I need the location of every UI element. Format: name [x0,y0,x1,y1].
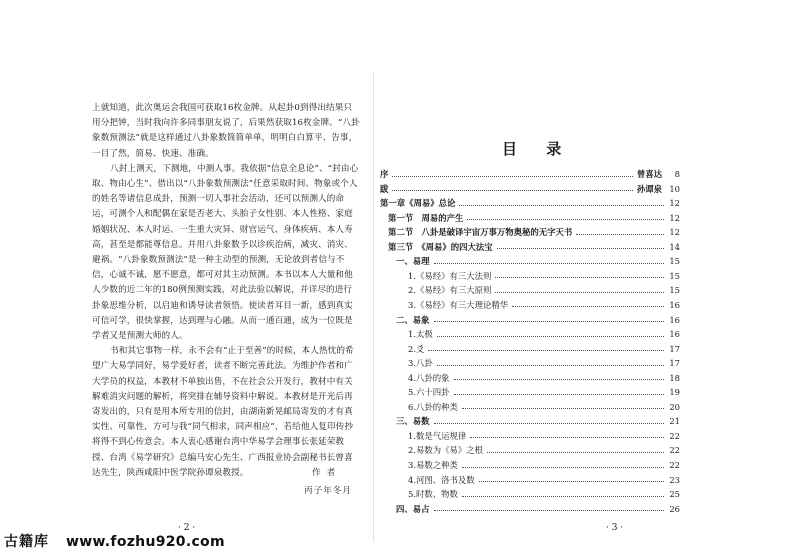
toc-entry-page: 18 [669,372,680,383]
toc-entry-page: 8 [674,169,680,179]
toc-title: 目 录 [502,140,574,158]
toc-entry-label: 1.《易经》有三大法则 [408,270,492,281]
toc-entry-label: 1.数是气运规律 [408,430,467,441]
toc-leader-dots [467,218,664,220]
toc-entry-page: 25 [669,489,680,500]
toc-leader-dots [470,436,664,438]
toc-leader-dots [459,204,664,206]
toc-entry-label: 5.六十四卦 [408,387,450,398]
paragraph-1: 上就知道，此次奥运会我国可获取16枚金牌。从起卦0到得出结果只用分把钟，当时我向许多同事朋友说了，后果然获取16枚金牌。“八卦象数预测法”就是这样通过八卦象数简简单单，明明白白算平、告事，一目了然，简易、快速、准确。 [92,103,360,159]
toc-entry-label: 四、易占 [396,503,430,514]
toc-entry-label: 3.八卦 [408,358,433,369]
toc-entry-page: 16 [669,329,680,340]
toc-entry [380,314,680,326]
toc-entry [380,444,680,456]
toc-entry-label: 2.易数为《易》之根 [408,445,483,456]
toc-entry-page: 15 [669,270,680,281]
toc-entry-label: 6.八卦的种类 [408,401,458,412]
signature-date: 丙子年冬月 [304,486,352,496]
toc-entry-label: 跋 [380,183,389,194]
toc-entry-label: 第一节 周易的产生 [388,212,464,223]
toc-entry [380,401,680,413]
toc-entry [380,372,680,384]
toc-leader-dots [392,189,633,191]
toc-entry [380,503,680,515]
toc-leader-dots [512,305,664,307]
toc-entry-page: 12 [669,198,680,209]
toc-entry [380,241,680,253]
watermark-url: www.fozhu920.com [66,534,225,550]
toc-leader-dots [479,480,664,482]
toc-leader-dots [454,378,665,380]
toc-leader-dots [434,320,665,322]
toc-entry-label: 序 [380,169,389,179]
toc-entry-page: 17 [669,358,680,369]
toc-entry-label: 二、易象 [396,314,430,325]
toc-leader-dots [462,407,664,409]
toc-entry-page: 20 [669,401,680,412]
left-page-text [92,101,360,481]
toc-entry-page: 21 [669,416,680,427]
toc-leader-dots [437,364,664,366]
toc-entry-label: 第二节 八卦是破译宇宙万事万物奥秘的无字天书 [388,227,573,238]
right-page-number: · 3 · [606,523,624,533]
toc-entry-page: 15 [669,256,680,267]
toc-entry [380,255,680,267]
toc-leader-dots [454,393,665,395]
toc-entry-page: 22 [669,430,680,441]
paragraph-3: 书和其它事物一样，永不会有“止于至善”的时候，本人热忱的希望广大易学同好，易学爱好者，读者不断完善此法。为维护作者和广大学员的权益，本教材不单独出售，不在社会公开发行，教材中有关解难消灾问题的解析，将突排在辅导资料中解说。本教材是开光后再寄发出的，只有是用本所专用的信封，由湖南新晃邮局寄发的才有真实性、可靠性，方可与我“同气相求，同声相应”，若给他人复印传抄将得不到心传意会。本人衷心感谢台湾中华易学会理事长张延荣教授、台湾《易学研究》总编马安心先生、广西报业协会副秘书长曾喜达先生，陕西咸阳中医学院孙谭泉教授。 [92,346,354,478]
toc-leader-dots [497,247,664,249]
toc-entry [380,168,680,180]
toc-entry [380,357,680,369]
toc-leader-dots [437,335,664,337]
toc-leader-dots [428,349,664,351]
toc-entry-label: 第一章《周易》总论 [380,198,456,209]
toc-entry-page: 15 [669,285,680,296]
toc-entry-page: 14 [669,241,680,252]
toc-leader-dots [495,276,664,278]
toc-entry-label: 4.八卦的象 [408,372,450,383]
toc-entry-page: 22 [669,460,680,470]
signature-author: 作者 [312,468,342,478]
toc-entry-label: 3.易数之种类 [408,460,458,470]
toc-entry-page: 26 [669,503,680,514]
toc-entry [380,343,680,355]
toc-entry-page: 12 [669,227,680,238]
left-page-number: · 2 · [178,523,196,533]
toc-entry [380,212,680,224]
toc-entry-label: 一、易理 [396,256,430,267]
toc-entry [380,299,680,311]
toc-entry [380,284,680,296]
toc-entry [380,415,680,427]
watermark-logo [0,531,240,553]
toc-leader-dots [576,233,664,235]
toc-entry [380,183,680,195]
toc-leader-dots [434,262,665,264]
toc-leader-dots [487,451,664,453]
watermark-name: 古籍库 [4,534,49,550]
toc-entry-page: 12 [669,212,680,223]
toc-entry-author: 孙谭泉 [636,183,662,194]
toc-entry [380,386,680,398]
toc-entry [380,488,680,500]
toc-entry-label: 1.太极 [408,329,433,340]
toc-entry-page: 23 [669,474,680,485]
toc-leader-dots [462,495,664,497]
toc-entry-page: 16 [669,299,680,310]
toc-leader-dots [392,175,633,177]
toc-entry [380,474,680,486]
toc-entry [380,328,680,340]
toc-entry-page: 10 [669,183,680,194]
toc-entry-label: 3.《易经》有三大理论精华 [408,299,509,310]
toc-leader-dots [495,291,664,293]
toc-entry-page: 16 [669,314,680,325]
toc-entry-label: 2.《易经》有三大原则 [408,285,492,296]
toc-leader-dots [434,509,665,511]
toc-entry-author: 曾喜达 [636,169,662,179]
toc-entry-page: 17 [669,343,680,354]
toc-entry-label: 第三节 《周易》的四大法宝 [388,241,493,252]
toc-leader-dots [434,422,665,424]
toc-entry-label: 三、易数 [396,416,430,427]
gutter-divider [373,72,374,542]
toc-entry-page: 19 [669,387,680,398]
toc-entry [380,226,680,238]
toc-entry-page: 22 [669,445,680,456]
toc-entry [380,459,680,471]
toc-entry [380,430,680,442]
toc-entry-label: 4.河图、洛书及数 [408,474,475,485]
toc-leader-dots [462,466,664,468]
toc-entry [380,197,680,209]
toc-entry-label: 2.爻 [408,343,425,354]
toc-entry-label: 5.时数、物数 [408,489,458,500]
toc-entry [380,270,680,282]
paragraph-2: 八封上测天，下测地，中测人事。我依据“信息全息论”、“封由心取、物由心生”、借出以“八卦象数预测法”任意采取时间、物象或个人的姓名等诸信息成卦，预测一切人事社会活动，还可以预测人的命运，可测个人和配偶在家是否老大、头胎子女性别、本人性格、家庭婚姻状况、本人时运、一生重大灾异、财官运气、身体疾病、本人寿高，甚至是都能尊信息。并用八卦象数予以诊疾治病，减灾、消灾、避祸。“八卦象数预测法”是一种主动型的预测，无论放到者信与不信，心诚不诚，愿不愿意，都可对其主动预测。本书以本人大量和他人少数的近二年的180例预测实践，对此法验以解说，并详尽的进行卦象思维分析，以启迪和诱导读者领悟。使读者耳目一新，感到真实可信可学，很快掌握，达到理与心融。从而一通百通，成为一位既是学者又是预测大师的人。 [92,163,359,342]
